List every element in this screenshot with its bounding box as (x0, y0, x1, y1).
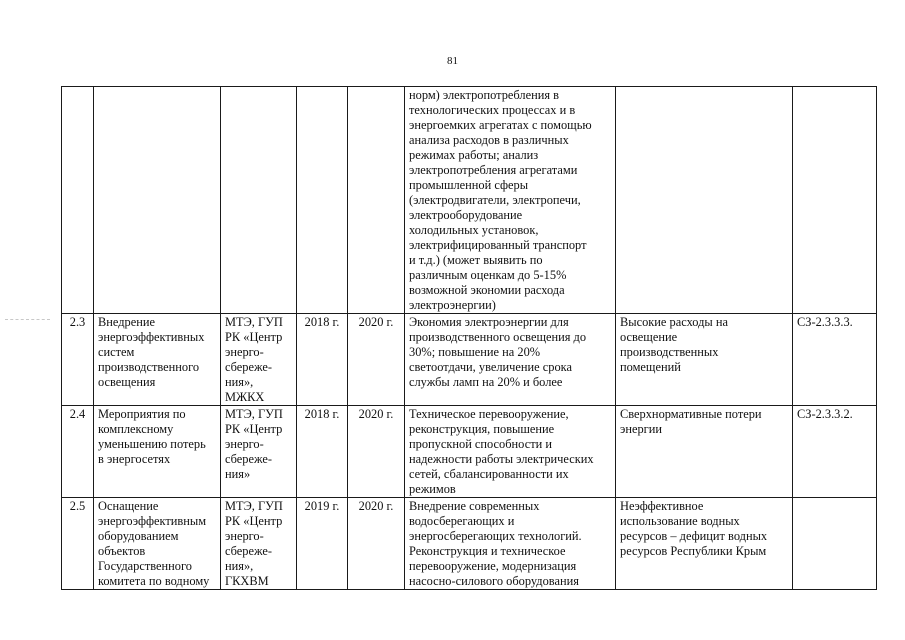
measure-name (94, 87, 221, 314)
problem: Неэффективное использование водных ресурсов – дефицит водных ресурсов Республики Крым (616, 498, 793, 590)
start-year: 2018 г. (297, 406, 348, 498)
executor: МТЭ, ГУП РК «Центр энерго- сбереже- ния» (221, 406, 297, 498)
expected-result: норм) электропотребления в технологических процессах и в энергоемких агрегатах с помощью анализа расходов в различных режимах работы; анализ электропотребления агрегатами промышленной сферы (электродвигатели, электропечи, электрооборудование холодильных установок, электрифицированный транспорт и т.д.) (может выявить по различным оценкам до 5-15% возможной экономии расхода электроэнергии) (405, 87, 616, 314)
measures-table (61, 86, 877, 590)
end-year (348, 87, 405, 314)
start-year: 2019 г. (297, 498, 348, 590)
end-year: 2020 г. (348, 314, 405, 406)
measure-name: Внедрение энергоэффективных систем производственного освещения (94, 314, 221, 406)
problem: Высокие расходы на освещение производственных помещений (616, 314, 793, 406)
start-year (297, 87, 348, 314)
table-row (62, 314, 877, 406)
table-row (62, 87, 877, 314)
end-year: 2020 г. (348, 498, 405, 590)
row-number (62, 87, 94, 314)
executor: МТЭ, ГУП РК «Центр энерго- сбереже- ния», МЖКХ (221, 314, 297, 406)
problem (616, 87, 793, 314)
table-row (62, 406, 877, 498)
page-number: 81 (447, 55, 458, 67)
code (793, 87, 877, 314)
table-row (62, 498, 877, 590)
row-number: 2.5 (62, 498, 94, 590)
start-year: 2018 г. (297, 314, 348, 406)
measure-name: Оснащение энергоэффективным оборудованием объектов Государственного комитета по водному (94, 498, 221, 590)
code: СЗ-2.3.3.2. (793, 406, 877, 498)
executor (221, 87, 297, 314)
row-number: 2.4 (62, 406, 94, 498)
row-number: 2.3 (62, 314, 94, 406)
code: СЗ-2.3.3.3. (793, 314, 877, 406)
expected-result: Внедрение современных водосберегающих и энергосберегающих технологий. Реконструкция и техническое перевооружение, модернизация насосно-силового оборудования (405, 498, 616, 590)
end-year: 2020 г. (348, 406, 405, 498)
executor: МТЭ, ГУП РК «Центр энерго- сбереже- ния», ГКХВМ (221, 498, 297, 590)
problem: Сверхнормативные потери энергии (616, 406, 793, 498)
margin-mark (5, 319, 50, 320)
code (793, 498, 877, 590)
measure-name: Мероприятия по комплексному уменьшению потерь в энергосетях (94, 406, 221, 498)
expected-result: Экономия электроэнергии для производственного освещения до 30%; повышение на 20% светоотдачи, увеличение срока службы ламп на 20% и более (405, 314, 616, 406)
expected-result: Техническое перевооружение, реконструкция, повышение пропускной способности и надежности работы электрических сетей, сбалансированности их режимов (405, 406, 616, 498)
